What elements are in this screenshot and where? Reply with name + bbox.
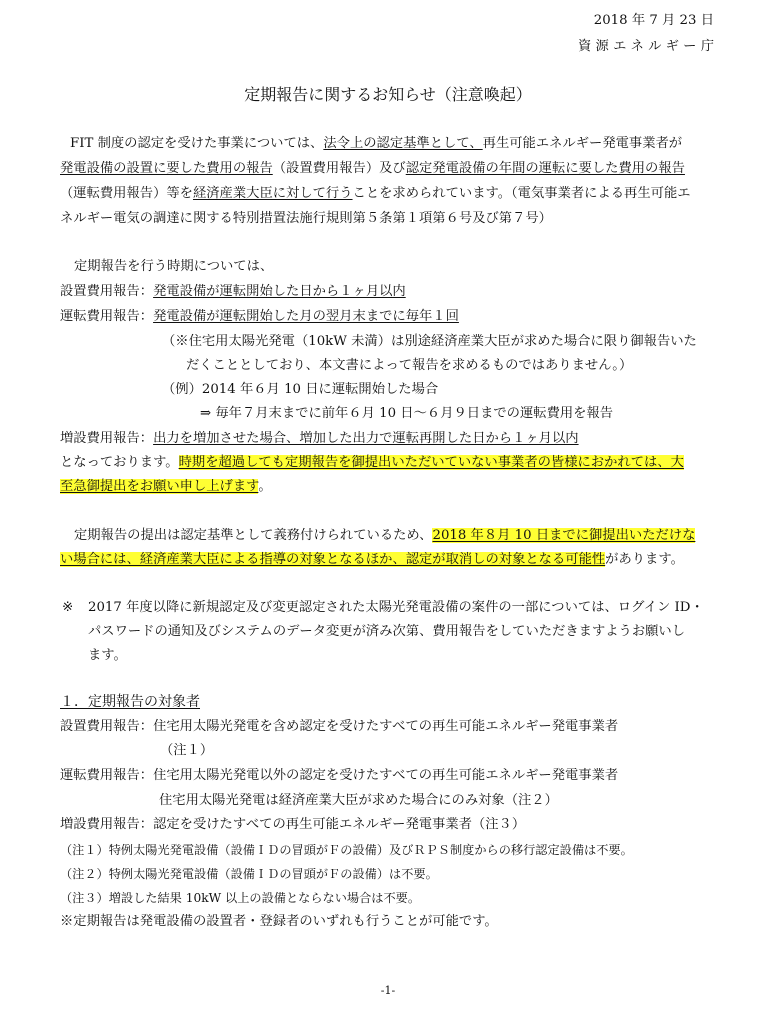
warning-text: があります。 bbox=[605, 552, 684, 567]
report-label: 設置費用報告： bbox=[60, 719, 154, 734]
section-heading: １．定期報告の対象者 bbox=[60, 694, 200, 710]
report-label: 増設費用報告： bbox=[60, 431, 154, 446]
footnote-3: （注３）増設した結果 10kW 以上の設備とならない場合は不要。 bbox=[60, 891, 421, 905]
report-deadline: 発電設備が運転開始した月の翌月末までに毎年１回 bbox=[153, 309, 459, 324]
closing-text: となっております。 bbox=[60, 455, 179, 470]
intro-text: 再生可能エネルギー発電事業者が bbox=[482, 136, 683, 151]
report-deadline: 出力を増加させた場合、増加した出力で運転再開した日から１ヶ月以内 bbox=[153, 431, 579, 446]
report-label: 増設費用報告： bbox=[60, 817, 154, 832]
warning-line-2 bbox=[60, 550, 684, 570]
intro-text: ことを求められています。（電気事業者による再生可能エ bbox=[352, 186, 691, 201]
timing-lead: 定期報告を行う時期については、 bbox=[74, 259, 274, 274]
timing-operate bbox=[60, 307, 459, 327]
footnote-1: （注１）特例太陽光発電設備（設備ＩＤの冒頭がＦの設備）及びＲＰＳ制度からの移行認定設備は不要。 bbox=[60, 843, 633, 857]
issuer-name: 資 源 エ ネ ル ギ ー 庁 bbox=[578, 39, 714, 54]
highlighted-request: 至急御提出をお願い申し上げます bbox=[60, 479, 259, 494]
target-description: 認定を受けたすべての再生可能エネルギー発電事業者（注３） bbox=[153, 817, 526, 832]
timing-example-1: （例）2014 年６月 10 日に運転開始した場合 bbox=[162, 382, 439, 397]
highlighted-warning: 2018 年８月 10 日までに御提出いただけな bbox=[432, 528, 696, 543]
report-label: 設置費用報告： bbox=[60, 284, 154, 299]
report-deadline: 発電設備が運転開始した日から１ヶ月以内 bbox=[153, 284, 406, 299]
timing-install bbox=[60, 282, 406, 302]
document-title: 定期報告に関するお知らせ（注意喚起） bbox=[244, 85, 532, 104]
warning-line-1 bbox=[74, 526, 695, 546]
timing-closing-1 bbox=[60, 453, 684, 473]
target-install-note: （注１） bbox=[160, 743, 214, 758]
target-operate-2: 住宅用太陽光発電は経済産業大臣が求めた場合にのみ対象（注２） bbox=[159, 793, 558, 808]
notice-mark: ※ bbox=[62, 600, 74, 615]
issue-date: 2018 年 7 月 23 日 bbox=[593, 13, 714, 28]
timing-closing-2 bbox=[60, 477, 272, 497]
intro-text: FIT 制度の認定を受けた事業については、 bbox=[70, 136, 324, 151]
intro-underlined: 発電設備の設置に要した費用の報告 bbox=[60, 161, 273, 176]
target-description: 住宅用太陽光発電以外の認定を受けたすべての再生可能エネルギー発電事業者 bbox=[153, 768, 619, 783]
notice-line-2: パスワードの通知及びシステムのデータ変更が済み次第、費用報告をしていただきますようお願いし bbox=[88, 624, 686, 639]
intro-text: （運転費用報告）等を bbox=[60, 186, 193, 201]
intro-line-4: ネルギー電気の調達に関する特別措置法施行規則第５条第１項第６号及び第７号） bbox=[60, 211, 552, 226]
timing-note-1: （※住宅用太陽光発電（10kW 未満）は別途経済産業大臣が求めた場合に限り御報告いた bbox=[162, 334, 697, 349]
highlighted-warning: い場合には、経済産業大臣による指導の対象となるほか、認定が取消しの対象となる可能性 bbox=[60, 552, 606, 567]
intro-line-2 bbox=[60, 159, 685, 179]
target-increase bbox=[60, 815, 525, 835]
target-description: 住宅用太陽光発電を含め認定を受けたすべての再生可能エネルギー発電事業者 bbox=[153, 719, 619, 734]
highlighted-request: 時期を超過しても定期報告を御提出いただいていない事業者の皆様におかれては、大 bbox=[178, 455, 684, 470]
timing-increase bbox=[60, 429, 579, 449]
footnote-2: （注２）特例太陽光発電設備（設備ＩＤの冒頭がＦの設備）は不要。 bbox=[60, 867, 438, 881]
closing-text: 。 bbox=[258, 479, 272, 494]
timing-example-2: ⇒ 毎年７月末までに前年６月 10 日～６月９日までの運転費用を報告 bbox=[200, 406, 614, 421]
warning-text: 定期報告の提出は認定基準として義務付けられているため、 bbox=[74, 528, 433, 543]
intro-line-3 bbox=[60, 184, 691, 204]
target-operate bbox=[60, 766, 618, 786]
intro-underlined: 認定発電設備の年間の運転に要した費用の報告 bbox=[405, 161, 685, 176]
intro-underlined: 経済産業大臣に対して行う bbox=[192, 186, 353, 201]
page-number: -1- bbox=[380, 984, 396, 997]
intro-underlined: 法令上の認定基準として、 bbox=[323, 136, 483, 151]
timing-note-2: だくこととしており、本文書によって報告を求めるものではありません。） bbox=[186, 358, 633, 373]
notice-line-3: ます。 bbox=[88, 648, 127, 663]
report-label: 運転費用報告： bbox=[60, 768, 154, 783]
final-note: ※定期報告は発電設備の設置者・登録者のいずれも行うことが可能です。 bbox=[60, 914, 498, 929]
intro-line-1 bbox=[70, 134, 682, 154]
target-install bbox=[60, 717, 618, 737]
report-label: 運転費用報告： bbox=[60, 309, 154, 324]
intro-text: （設置費用報告）及び bbox=[272, 161, 406, 176]
notice-line-1: 2017 年度以降に新規認定及び変更認定された太陽光発電設備の案件の一部については、ログイン ID・ bbox=[88, 600, 704, 615]
